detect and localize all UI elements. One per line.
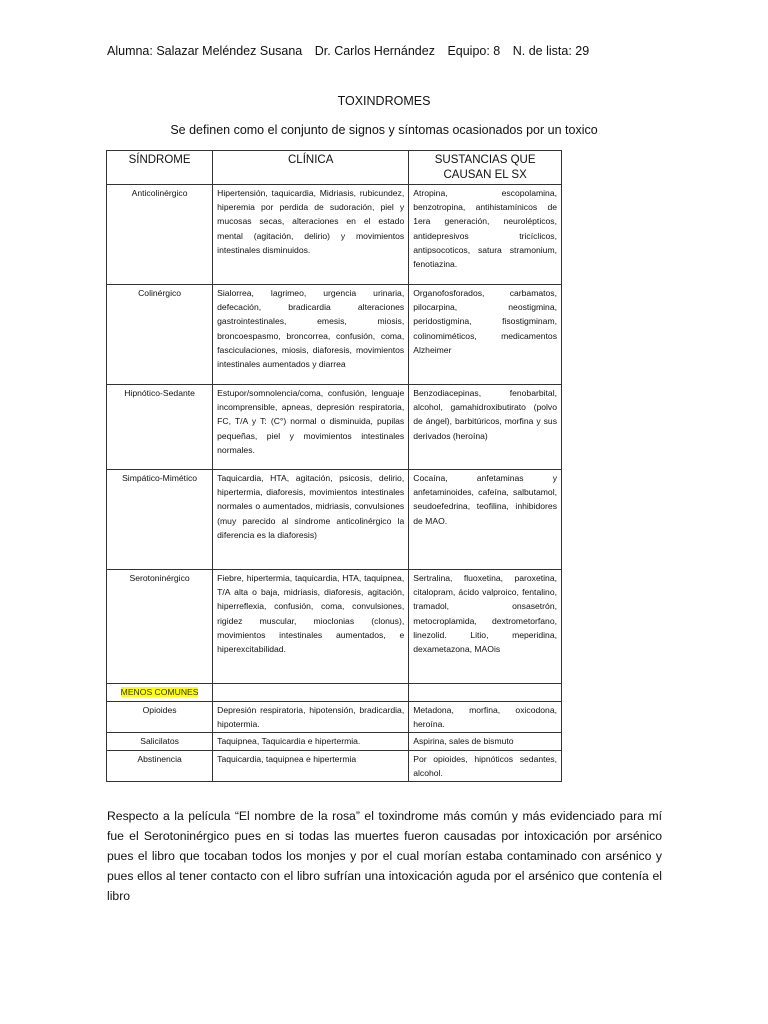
table-row: [107, 570, 562, 684]
sustancias-cell: Benzodiacepinas, fenobarbital, alcohol, gamahidroxibutirato (polvo de ángel), barbitúricos, morfina y sus derivados (heroína): [409, 385, 562, 470]
sindrome-cell: Simpático-Mimético: [107, 470, 213, 570]
column-header-sustancias: SUSTANCIAS QUE CAUSAN EL SX: [409, 151, 562, 185]
sustancias-cell: Aspirina, sales de bismuto: [409, 733, 562, 750]
clinica-cell: Estupor/somnolencia/coma, confusión, lenguaje incomprensible, apneas, depresión respiratoria, FC, T/A y T: (C°) normal o disminuida, pupilas pequeñas, piel y movimientos intestinales normales.: [213, 385, 409, 470]
sustancias-cell: Cocaína, anfetaminas y anfetaminoides, cafeína, salbutamol, seudoefedrina, teofilina, inhibidores de MAO.: [409, 470, 562, 570]
clinica-cell: Fiebre, hipertermia, taquicardia, HTA, taquipnea, T/A alta o baja, midriasis, diaforesis, agitación, hiperreflexia, confusión, coma, convulsiones, rigidez muscular, mioclonias (clonus), movimientos intestinales aumentados, e hiperexcitabilidad.: [213, 570, 409, 684]
toxidrome-table: [106, 150, 562, 782]
table-row: [107, 385, 562, 470]
clinica-cell: Taquicardia, taquipnea e hipertermia: [213, 750, 409, 781]
sindrome-cell: Abstinencia: [107, 750, 213, 781]
sustancias-cell: Organofosforados, carbamatos, pilocarpina, neostigmina, peridostigmina, fisostigminam, colinomiméticos, medicamentos Alzheimer: [409, 285, 562, 385]
column-header-sindrome: SÍNDROME: [107, 151, 213, 185]
conclusion-paragraph: Respecto a la película “El nombre de la rosa” el toxindrome más común y más evidenciado para mí fue el Serotoninérgico pues en si todas las muertes fueron causadas por intoxicación por arsénico pues el libro que tocaban todos los monjes y por el cual morían estaba contaminado con arsénico y pues ellos al tener contacto con el libro sufrían una intoxicación aguda por el arsénico que contenía el libro: [107, 809, 662, 903]
document-subtitle: Se definen como el conjunto de signos y síntomas ocasionados por un toxico: [170, 123, 598, 137]
document-title: TOXINDROMES: [337, 94, 431, 108]
clinica-cell: Hipertensión, taquicardia, Midriasis, rubicundez, hiperemia por perdida de sudoración, piel y mucosas secas, alteraciones en el estado mental (agitación, delirio) y movimientos intestinales disminuidos.: [213, 185, 409, 285]
table-row: [107, 470, 562, 570]
clinica-cell: Taquicardia, HTA, agitación, psicosis, delirio, hipertermia, diaforesis, movimientos intestinales normales o aumentados, midriasis, convulsiones (muy parecido al síndrome anticolinérgico la diferencia es la diaforesis): [213, 470, 409, 570]
clinica-cell: Taquipnea, Taquicardia e hipertermia.: [213, 733, 409, 750]
clinica-cell: Depresión respiratoria, hipotensión, bradicardia, hipotermia.: [213, 702, 409, 733]
empty-cell: [213, 684, 409, 702]
sustancias-cell: Sertralina, fluoxetina, paroxetina, citalopram, ácido valproico, fentalino, tramadol, onsasetrón, metocroplamida, dextrometorfano, linezolid. Litio, meperidina, dexametazona, MAOis: [409, 570, 562, 684]
section-label: MENOS COMUNES: [120, 687, 199, 697]
document-header: [107, 44, 667, 58]
sindrome-cell: Hipnótico-Sedante: [107, 385, 213, 470]
sindrome-cell: Colinérgico: [107, 285, 213, 385]
table-row: [107, 702, 562, 733]
table-row: [107, 285, 562, 385]
table-row: [107, 733, 562, 750]
table-header-row: [107, 151, 562, 185]
column-header-clinica: CLÍNICA: [213, 151, 409, 185]
table-row: [107, 185, 562, 285]
list-number: N. de lista: 29: [512, 44, 590, 58]
section-row: [107, 684, 562, 702]
section-label-cell: [107, 684, 213, 702]
clinica-cell: Sialorrea, lagrimeo, urgencia urinaria, defecación, bradicardia alteraciones gastrointestinales, emesis, miosis, broncoespasmo, broncorrea, confusión, coma, fasciculaciones, miosis, diaforesis, movimientos intestinales aumentados y diarrea: [213, 285, 409, 385]
sustancias-cell: Metadona, morfina, oxicodona, heroína.: [409, 702, 562, 733]
doctor-name: Dr. Carlos Hernández: [314, 44, 435, 58]
sindrome-cell: Serotoninérgico: [107, 570, 213, 684]
sindrome-cell: Opioides: [107, 702, 213, 733]
sustancias-cell: Atropina, escopolamina, benzotropina, antihistamínicos de 1era generación, neurolépticos, antidepresivos tricíclicos, antipsocoticos, satura stramonium, fenotiazina.: [409, 185, 562, 285]
student-name: Alumna: Salazar Meléndez Susana: [107, 44, 303, 58]
sindrome-cell: Anticolinérgico: [107, 185, 213, 285]
empty-cell: [409, 684, 562, 702]
sustancias-cell: Por opioides, hipnóticos sedantes, alcohol.: [409, 750, 562, 781]
table-row: [107, 750, 562, 781]
sindrome-cell: Salicilatos: [107, 733, 213, 750]
team-number: Equipo: 8: [447, 44, 501, 58]
